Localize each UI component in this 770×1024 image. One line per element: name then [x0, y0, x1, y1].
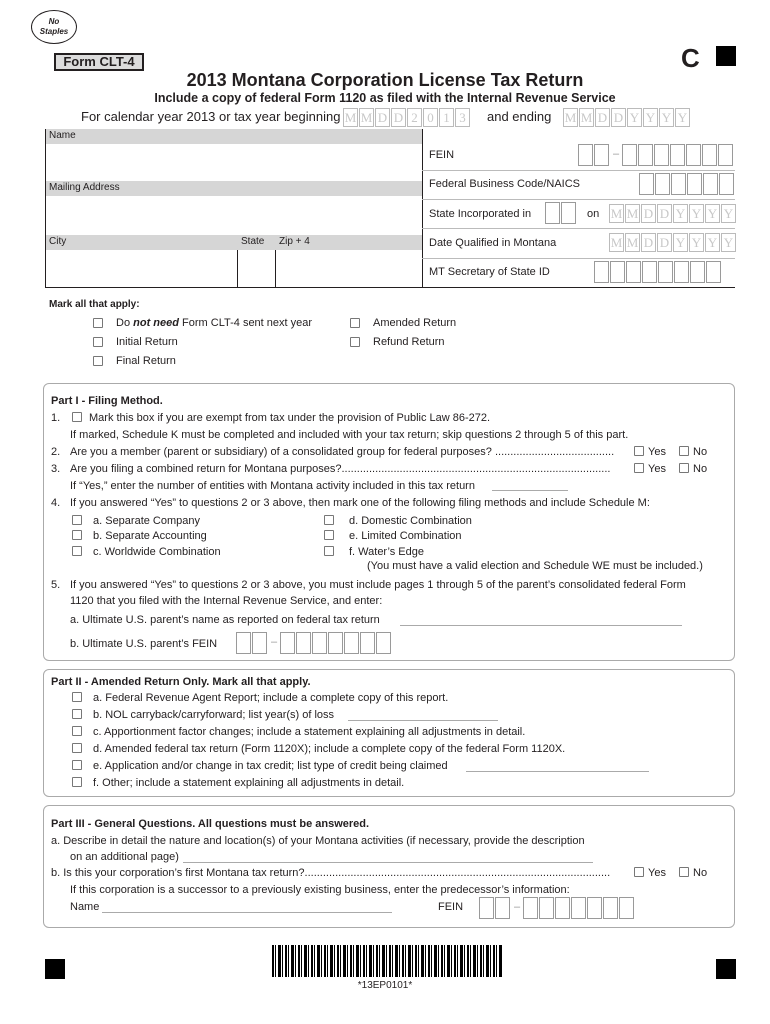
limited-combination-label: e. Limited Combination: [349, 530, 462, 542]
part3-a-line2: on an additional page): [70, 851, 179, 863]
center-border: [422, 129, 423, 287]
date-qualified-input[interactable]: M M D D Y Y Y Y: [609, 233, 737, 252]
amended-return-label: Amended Return: [373, 317, 457, 329]
mailing-address-label: Mailing Address: [45, 181, 422, 196]
part2-c-label: c. Apportionment factor changes; include a statement explaining all adjustments in detail.: [93, 726, 526, 738]
part3-b-text: b. Is this your corporation’s first Montana tax return?....................................................................................................: [51, 867, 611, 879]
refund-return-checkbox[interactable]: [350, 337, 360, 347]
separate-company-label: a. Separate Company: [93, 515, 201, 527]
part2-d-label: d. Amended federal tax return (Form 1120X); include a complete copy of the federal Form 1120X.: [93, 743, 566, 755]
q1-number: 1.: [51, 412, 61, 424]
page-subtitle: Include a copy of federal Form 1120 as filed with the Internal Revenue Service: [154, 91, 616, 105]
part2-e-checkbox[interactable]: [72, 760, 82, 770]
do-not-need-checkbox[interactable]: [93, 318, 103, 328]
registration-mark-top-right: [716, 46, 736, 66]
credit-type-input[interactable]: [466, 771, 649, 772]
q4-number: 4.: [51, 497, 61, 509]
right-divider-3: [422, 228, 735, 229]
ending-label: and ending: [487, 109, 552, 124]
state-incorporated-input[interactable]: [545, 202, 577, 227]
part2-heading: Part II - Amended Return Only. Mark all that apply.: [51, 676, 311, 688]
separate-accounting-label: b. Separate Accounting: [93, 530, 207, 542]
page-title: 2013 Montana Corporation License Tax Return: [186, 70, 584, 90]
q2-yes-label: Yes: [648, 446, 666, 458]
naics-label: Federal Business Code/NAICS: [429, 178, 581, 190]
name-input[interactable]: [45, 144, 422, 180]
q1-exempt-checkbox[interactable]: [72, 412, 82, 422]
part2-b-checkbox[interactable]: [72, 709, 82, 719]
barcode-text: *13EP0101*: [357, 980, 413, 991]
header-bottom-border: [45, 287, 735, 288]
waters-edge-checkbox[interactable]: [324, 546, 334, 556]
q3-text: Are you filing a combined return for Montana purposes?........................................................................................: [70, 463, 611, 475]
final-return-label: Final Return: [116, 355, 176, 367]
part3-a-line1: a. Describe in detail the nature and location(s) of your Montana activities (if necessary, provide the description: [51, 835, 585, 847]
no-staples-oval: [31, 10, 77, 44]
mailing-address-input[interactable]: [45, 196, 422, 233]
name-label: Name: [45, 129, 422, 144]
part2-b-label: b. NOL carryback/carryforward; list year(s) of loss: [93, 709, 335, 721]
entity-count-input[interactable]: [492, 490, 568, 491]
predecessor-name-input[interactable]: [102, 912, 392, 913]
q3-no-checkbox[interactable]: [679, 463, 689, 473]
right-divider-4: [422, 258, 735, 259]
part2-d-checkbox[interactable]: [72, 743, 82, 753]
amended-return-checkbox[interactable]: [350, 318, 360, 328]
worldwide-combination-checkbox[interactable]: [72, 546, 82, 556]
q5-text-line1: If you answered “Yes” to questions 2 or 3 above, you must include pages 1 through 5 of the parent’s consolidated federal Form: [70, 579, 686, 591]
q5-text-line2: 1120 that you filed with the Internal Revenue Service, and enter:: [70, 595, 383, 607]
no-staples-line2: Staples: [39, 27, 69, 36]
first-return-yes-label: Yes: [648, 867, 666, 879]
initial-return-checkbox[interactable]: [93, 337, 103, 347]
sos-id-label: MT Secretary of State ID: [429, 266, 550, 278]
fein-input[interactable]: –: [578, 144, 734, 169]
on-label: on: [587, 208, 600, 220]
initial-return-label: Initial Return: [116, 336, 178, 348]
state-input[interactable]: [238, 250, 275, 287]
do-not-need-label: Do not need Form CLT-4 sent next year: [116, 317, 313, 329]
parent-fein-input[interactable]: –: [236, 632, 392, 657]
q1-text: Mark this box if you are exempt from tax under the provision of Public Law 86-272.: [89, 412, 491, 424]
domestic-combination-label: d. Domestic Combination: [349, 515, 472, 527]
form-id-label: Form CLT-4: [54, 53, 144, 71]
mark-all-heading: Mark all that apply:: [49, 299, 140, 310]
barcode-image: [272, 945, 502, 977]
q4-text: If you answered “Yes” to questions 2 or 3 above, then mark one of the following filing methods and include Schedule M:: [70, 497, 650, 509]
successor-text: If this corporation is a successor to a previously existing business, enter the predecessor’s information:: [70, 884, 570, 896]
separate-company-checkbox[interactable]: [72, 515, 82, 525]
q1-note: If marked, Schedule K must be completed and included with your tax return; skip questions 2 through 5 of this part.: [70, 429, 629, 441]
worldwide-combination-label: c. Worldwide Combination: [93, 546, 221, 558]
q3-yes-label: Yes: [648, 463, 666, 475]
zip-input[interactable]: [276, 250, 422, 287]
part2-c-checkbox[interactable]: [72, 726, 82, 736]
registration-mark-bottom-left: [45, 959, 65, 979]
calendar-year-label: For calendar year 2013 or tax year beginning: [81, 109, 341, 124]
first-return-no-label: No: [693, 867, 708, 879]
q5-number: 5.: [51, 579, 61, 591]
right-divider-1: [422, 170, 735, 171]
naics-input[interactable]: [639, 173, 735, 198]
part1-heading: Part I - Filing Method.: [51, 395, 163, 407]
refund-return-label: Refund Return: [373, 336, 445, 348]
city-label: City: [49, 236, 67, 247]
tax-year-end-field[interactable]: M M D D Y Y Y Y: [563, 108, 691, 127]
tax-year-begin-field[interactable]: M M D D 2 0 1 3: [343, 108, 471, 127]
predecessor-name-label: Name: [70, 901, 100, 913]
activities-description-input[interactable]: [183, 862, 593, 863]
q3-number: 3.: [51, 463, 61, 475]
part3-heading: Part III - General Questions. All questions must be answered.: [51, 818, 370, 830]
predecessor-fein-input[interactable]: –: [479, 897, 635, 922]
part2-f-checkbox[interactable]: [72, 777, 82, 787]
waters-edge-label: f. Water’s Edge: [349, 546, 424, 558]
sos-id-input[interactable]: [594, 261, 722, 286]
q3-note: If “Yes,” enter the number of entities with Montana activity included in this tax return: [70, 480, 475, 492]
zip-label: Zip + 4: [279, 236, 310, 247]
part2-a-label: a. Federal Revenue Agent Report; include a complete copy of this report.: [93, 692, 449, 704]
q5a-label: a. Ultimate U.S. parent’s name as reported on federal tax return: [70, 614, 380, 626]
q3-yes-checkbox[interactable]: [634, 463, 644, 473]
q2-text: Are you a member (parent or subsidiary) of a consolidated group for federal purposes? .......................................: [70, 446, 615, 458]
date-qualified-label: Date Qualified in Montana: [429, 237, 557, 249]
part2-e-label: e. Application and/or change in tax credit; list type of credit being claimed: [93, 760, 448, 772]
first-return-no-checkbox[interactable]: [679, 867, 689, 877]
q2-no-label: No: [693, 446, 708, 458]
incorporation-date-input[interactable]: M M D D Y Y Y Y: [609, 204, 737, 223]
q2-number: 2.: [51, 446, 61, 458]
q2-yes-checkbox[interactable]: [634, 446, 644, 456]
first-return-yes-checkbox[interactable]: [634, 867, 644, 877]
city-input[interactable]: [45, 250, 237, 287]
no-staples-line1: No: [48, 17, 60, 26]
parent-name-input[interactable]: [400, 625, 682, 626]
part2-a-checkbox[interactable]: [72, 692, 82, 702]
city-state-zip-header: [45, 235, 422, 250]
state-incorporated-label: State Incorporated in: [429, 208, 532, 220]
fein-label: FEIN: [429, 149, 455, 161]
q3-no-label: No: [693, 463, 708, 475]
registration-mark-bottom-right: [716, 959, 736, 979]
corner-letter: C: [681, 43, 700, 73]
waters-edge-note: (You must have a valid election and Schedule WE must be included.): [367, 560, 703, 572]
separate-accounting-checkbox[interactable]: [72, 530, 82, 540]
loss-years-input[interactable]: [348, 720, 498, 721]
state-label: State: [241, 236, 265, 247]
right-divider-2: [422, 199, 735, 200]
q5b-label: b. Ultimate U.S. parent’s FEIN: [70, 638, 218, 650]
final-return-checkbox[interactable]: [93, 356, 103, 366]
domestic-combination-checkbox[interactable]: [324, 515, 334, 525]
part2-f-label: f. Other; include a statement explaining all adjustments in detail.: [93, 777, 405, 789]
predecessor-fein-label: FEIN: [438, 901, 464, 913]
limited-combination-checkbox[interactable]: [324, 530, 334, 540]
q2-no-checkbox[interactable]: [679, 446, 689, 456]
